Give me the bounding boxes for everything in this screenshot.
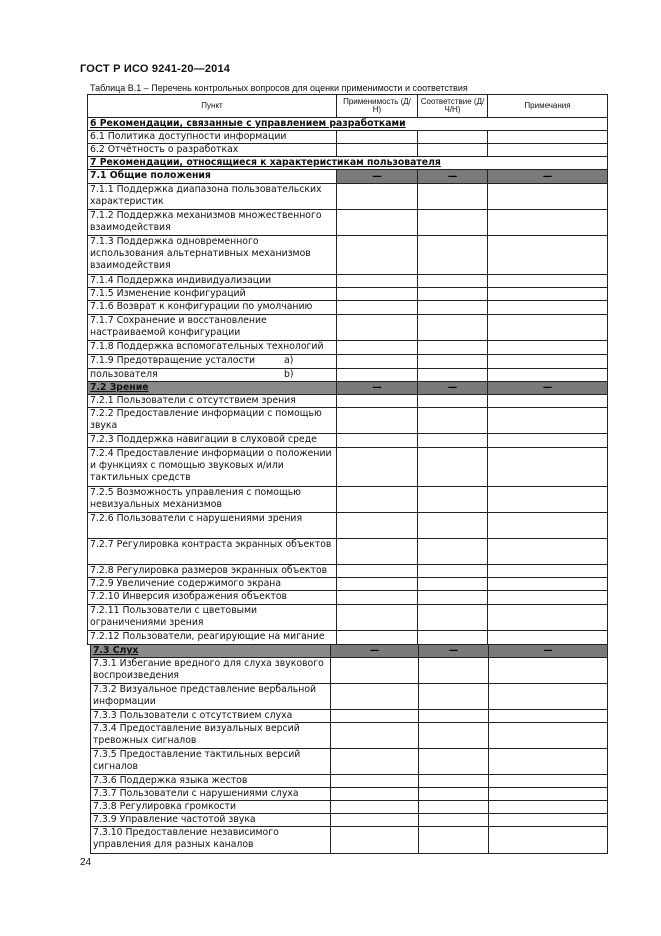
table-row — [91, 658, 608, 684]
notes-cell[interactable] — [488, 236, 608, 275]
table-row — [88, 395, 608, 408]
table-row — [91, 775, 608, 788]
table-row — [88, 341, 608, 355]
table-caption: Таблица В.1 – Перечень контрольных вопросов для оценки применимости и соответствия — [90, 83, 468, 93]
applicability-cell[interactable] — [337, 131, 418, 144]
table-row — [88, 184, 608, 210]
item-label: 7.1.5 Изменение конфигураций — [88, 288, 337, 301]
item-label: 7.2.4 Предоставление информации о положении и функциях с помощью звуковых и/или тактильных средств — [88, 448, 337, 487]
compliance-cell[interactable] — [418, 395, 488, 408]
applicability-cell[interactable] — [337, 341, 418, 355]
compliance-cell[interactable] — [418, 565, 488, 578]
subsection-title-7-3: 7.3 Слух — [91, 645, 331, 658]
item-label: пользователя — [90, 369, 158, 380]
compliance-cell[interactable] — [418, 341, 488, 355]
item-label: 7.3.8 Регулировка громкости — [91, 801, 331, 814]
item-label: 7.2.9 Увеличение содержимого экрана — [88, 578, 337, 591]
item-label: 7.2.10 Инверсия изображения объектов — [88, 591, 337, 605]
compliance-cell[interactable] — [418, 210, 488, 236]
table-row — [88, 355, 608, 369]
applicability-cell[interactable] — [331, 658, 419, 684]
compliance-cell[interactable] — [418, 236, 488, 275]
dash-cell: — — [331, 645, 419, 658]
compliance-cell[interactable] — [418, 131, 488, 144]
notes-cell[interactable] — [488, 395, 608, 408]
table-row — [88, 434, 608, 448]
compliance-cell[interactable] — [419, 723, 489, 749]
compliance-cell[interactable] — [418, 144, 488, 157]
notes-cell[interactable] — [488, 355, 608, 369]
page-number: 24 — [80, 857, 92, 868]
applicability-cell[interactable] — [337, 448, 418, 487]
notes-cell[interactable] — [488, 565, 608, 578]
notes-cell[interactable] — [488, 539, 608, 565]
item-label: 7.1.8 Поддержка вспомогательных технологий — [88, 341, 337, 355]
notes-cell[interactable] — [488, 369, 608, 382]
applicability-cell[interactable] — [337, 355, 418, 369]
applicability-cell[interactable] — [337, 144, 418, 157]
applicability-cell[interactable] — [337, 408, 418, 434]
notes-cell[interactable] — [488, 487, 608, 513]
item-label: 7.2.11 Пользователи с цветовыми ограничениями зрения — [88, 605, 337, 631]
item-label: 7.2.2 Предоставление информации с помощью звука — [88, 408, 337, 434]
item-label: 7.1.4 Поддержка индивидуализации — [88, 275, 337, 288]
dash-cell: — — [337, 382, 418, 395]
item-label: 7.3.1 Избегание вредного для слуха звукового воспроизведения — [91, 658, 331, 684]
compliance-cell[interactable] — [418, 301, 488, 315]
compliance-cell[interactable] — [418, 539, 488, 565]
applicability-cell[interactable] — [337, 605, 418, 631]
item-label: 7.2.7 Регулировка контраста экранных объектов — [88, 539, 337, 565]
table-row — [91, 814, 608, 827]
section-row — [88, 157, 608, 170]
dash-cell: — — [419, 645, 489, 658]
notes-cell[interactable] — [488, 578, 608, 591]
compliance-cell[interactable] — [418, 434, 488, 448]
applicability-cell[interactable] — [331, 814, 419, 827]
applicability-cell[interactable] — [337, 578, 418, 591]
notes-cell[interactable] — [489, 658, 608, 684]
item-label: 7.2.8 Регулировка размеров экранных объектов — [88, 565, 337, 578]
compliance-cell[interactable] — [418, 513, 488, 539]
compliance-cell[interactable] — [418, 487, 488, 513]
table-row — [88, 236, 608, 275]
table-row — [91, 684, 608, 710]
item-label: 7.1.7 Сохранение и восстановление настраиваемой конфигурации — [88, 315, 337, 341]
checklist-table — [87, 94, 608, 645]
compliance-cell[interactable] — [418, 448, 488, 487]
table-row — [88, 408, 608, 434]
table-row — [88, 565, 608, 578]
item-label: 7.2.12 Пользователи, реагирующие на мигание — [88, 631, 337, 645]
applicability-cell[interactable] — [331, 684, 419, 710]
item-label: 6.1 Политика доступности информации — [88, 131, 337, 144]
notes-cell[interactable] — [489, 788, 608, 801]
option-label-a: а) — [284, 355, 294, 366]
col-header-item: Пункт — [88, 95, 337, 118]
dash-cell: — — [418, 382, 488, 395]
item-label-split — [88, 355, 337, 369]
notes-cell[interactable] — [488, 448, 608, 487]
notes-cell[interactable] — [488, 301, 608, 315]
notes-cell[interactable] — [489, 827, 608, 854]
notes-cell[interactable] — [489, 749, 608, 775]
item-label: 7.3.4 Предоставление визуальных версий тревожных сигналов — [91, 723, 331, 749]
subsection-row — [88, 382, 608, 395]
item-label: 7.3.6 Поддержка языка жестов — [91, 775, 331, 788]
table-row — [91, 710, 608, 723]
notes-cell[interactable] — [488, 210, 608, 236]
applicability-cell[interactable] — [337, 591, 418, 605]
compliance-cell[interactable] — [418, 631, 488, 645]
applicability-cell[interactable] — [337, 434, 418, 448]
notes-cell[interactable] — [489, 775, 608, 788]
applicability-cell[interactable] — [337, 369, 418, 382]
applicability-cell[interactable] — [337, 631, 418, 645]
notes-cell[interactable] — [488, 408, 608, 434]
table-row — [88, 144, 608, 157]
subsection-title-7-2: 7.2 Зрение — [88, 382, 337, 395]
applicability-cell[interactable] — [337, 487, 418, 513]
item-label: 7.1.1 Поддержка диапазона пользовательских характеристик — [88, 184, 337, 210]
col-header-compliance: Соответствие (Д/Ч/Н) — [418, 95, 488, 118]
notes-cell[interactable] — [488, 144, 608, 157]
notes-cell[interactable] — [489, 801, 608, 814]
item-label: 7.3.2 Визуальное представление вербальной информации — [91, 684, 331, 710]
notes-cell[interactable] — [488, 184, 608, 210]
item-label: 7.1.3 Поддержка одновременного использования альтернативных механизмов взаимодействия — [88, 236, 337, 275]
applicability-cell[interactable] — [331, 775, 419, 788]
section-title-7: 7 Рекомендации, относящиеся к характеристикам пользователя — [88, 157, 608, 170]
compliance-cell[interactable] — [418, 288, 488, 301]
applicability-cell[interactable] — [331, 723, 419, 749]
subsection-row — [91, 645, 608, 658]
applicability-cell[interactable] — [337, 275, 418, 288]
option-label-b: b) — [284, 369, 294, 380]
compliance-cell[interactable] — [419, 801, 489, 814]
applicability-cell[interactable] — [337, 565, 418, 578]
table-row — [88, 315, 608, 341]
table-row — [88, 591, 608, 605]
table-row — [88, 210, 608, 236]
compliance-cell[interactable] — [419, 684, 489, 710]
table-row — [91, 827, 608, 854]
notes-cell[interactable] — [488, 341, 608, 355]
item-label: 7.3.7 Пользователи с нарушениями слуха — [91, 788, 331, 801]
table-row — [88, 487, 608, 513]
item-label: 7.3.3 Пользователи с отсутствием слуха — [91, 710, 331, 723]
table-header-row — [88, 95, 608, 118]
compliance-cell[interactable] — [418, 605, 488, 631]
notes-cell[interactable] — [488, 288, 608, 301]
compliance-cell[interactable] — [419, 658, 489, 684]
dash-cell: — — [489, 645, 608, 658]
item-label-split — [88, 369, 337, 382]
applicability-cell[interactable] — [337, 236, 418, 275]
compliance-cell[interactable] — [418, 408, 488, 434]
table-row — [88, 578, 608, 591]
section-row — [88, 118, 608, 131]
notes-cell[interactable] — [488, 605, 608, 631]
table-row — [88, 131, 608, 144]
table-row — [91, 801, 608, 814]
applicability-cell[interactable] — [337, 288, 418, 301]
notes-cell[interactable] — [488, 513, 608, 539]
applicability-cell[interactable] — [337, 315, 418, 341]
dash-cell: — — [488, 170, 608, 184]
table-row — [91, 788, 608, 801]
applicability-cell[interactable] — [337, 301, 418, 315]
col-header-notes: Примечания — [488, 95, 608, 118]
notes-cell[interactable] — [488, 434, 608, 448]
section-title-6: 6 Рекомендации, связанные с управлением разработками — [88, 118, 608, 131]
compliance-cell[interactable] — [419, 827, 489, 854]
compliance-cell[interactable] — [418, 275, 488, 288]
notes-cell[interactable] — [489, 814, 608, 827]
item-label: 7.3.10 Предоставление независимого управления для разных каналов — [91, 827, 331, 854]
applicability-cell[interactable] — [337, 395, 418, 408]
item-label: 7.2.6 Пользователи с нарушениями зрения — [88, 513, 337, 539]
compliance-cell[interactable] — [418, 315, 488, 341]
table-row — [88, 513, 608, 539]
compliance-cell[interactable] — [419, 775, 489, 788]
notes-cell[interactable] — [488, 131, 608, 144]
applicability-cell[interactable] — [331, 788, 419, 801]
item-label: 7.2.1 Пользователи с отсутствием зрения — [88, 395, 337, 408]
notes-cell[interactable] — [488, 591, 608, 605]
item-label: 7.2.3 Поддержка навигации в слуховой среде — [88, 434, 337, 448]
subsection-row — [88, 170, 608, 184]
applicability-cell[interactable] — [337, 539, 418, 565]
dash-cell: — — [337, 170, 418, 184]
compliance-cell[interactable] — [419, 788, 489, 801]
notes-cell[interactable] — [489, 723, 608, 749]
applicability-cell[interactable] — [331, 827, 419, 854]
table-row — [88, 605, 608, 631]
compliance-cell[interactable] — [419, 749, 489, 775]
table-row — [88, 539, 608, 565]
notes-cell[interactable] — [488, 631, 608, 645]
dash-cell: — — [418, 170, 488, 184]
table-row — [88, 275, 608, 288]
table-row — [88, 631, 608, 645]
compliance-cell[interactable] — [418, 591, 488, 605]
item-label: 6.2 Отчётность о разработках — [88, 144, 337, 157]
item-label: 7.1.2 Поддержка механизмов множественного взаимодействия — [88, 210, 337, 236]
compliance-cell[interactable] — [418, 369, 488, 382]
compliance-cell[interactable] — [419, 814, 489, 827]
notes-cell[interactable] — [488, 315, 608, 341]
col-header-applicability: Применимость (Д/Н) — [337, 95, 418, 118]
applicability-cell[interactable] — [337, 210, 418, 236]
item-label: 7.2.5 Возможность управления с помощью невизуальных механизмов — [88, 487, 337, 513]
notes-cell[interactable] — [488, 275, 608, 288]
applicability-cell[interactable] — [331, 801, 419, 814]
table-row — [91, 723, 608, 749]
applicability-cell[interactable] — [337, 184, 418, 210]
item-label: 7.1.9 Предотвращение усталости — [90, 355, 256, 366]
notes-cell[interactable] — [489, 710, 608, 723]
dash-cell: — — [488, 382, 608, 395]
item-label: 7.3.9 Управление частотой звука — [91, 814, 331, 827]
applicability-cell[interactable] — [331, 710, 419, 723]
table-row — [88, 301, 608, 315]
checklist-table-continued — [90, 644, 608, 854]
applicability-cell[interactable] — [337, 513, 418, 539]
item-label: 7.1.6 Возврат к конфигурации по умолчанию — [88, 301, 337, 315]
compliance-cell[interactable] — [418, 184, 488, 210]
table-row — [88, 288, 608, 301]
notes-cell[interactable] — [489, 684, 608, 710]
item-label: 7.3.5 Предоставление тактильных версий сигналов — [91, 749, 331, 775]
table-row — [91, 749, 608, 775]
applicability-cell[interactable] — [331, 749, 419, 775]
table-row — [88, 369, 608, 382]
compliance-cell[interactable] — [418, 578, 488, 591]
subsection-title-7-1: 7.1 Общие положения — [88, 170, 337, 184]
table-row — [88, 448, 608, 487]
compliance-cell[interactable] — [418, 355, 488, 369]
compliance-cell[interactable] — [419, 710, 489, 723]
document-header: ГОСТ Р ИСО 9241-20—2014 — [80, 63, 231, 75]
